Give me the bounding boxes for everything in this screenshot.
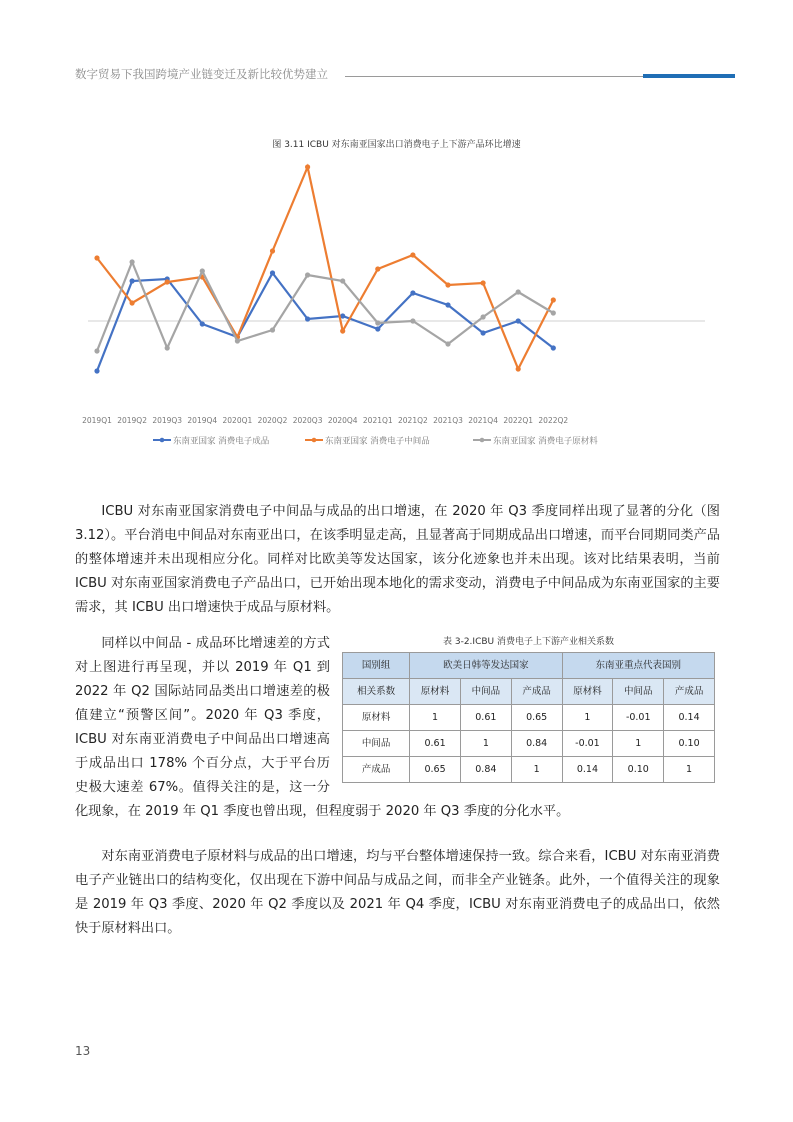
table-row (343, 757, 715, 783)
data-point (481, 314, 486, 319)
x-tick-label: 2021Q4 (468, 416, 498, 425)
x-tick-label: 2020Q3 (292, 416, 323, 425)
data-point (551, 345, 556, 350)
data-point (375, 320, 380, 325)
table-cell: -0.01 (562, 731, 613, 757)
x-tick-label: 2021Q2 (398, 416, 428, 425)
x-tick-label: 2020Q4 (327, 416, 358, 425)
data-point (200, 268, 205, 273)
table-cell: 0.65 (511, 705, 562, 731)
data-point (551, 310, 556, 315)
correlation-table-block (342, 632, 715, 783)
table-cell: 0.61 (410, 731, 461, 757)
x-tick-label: 2021Q1 (362, 416, 393, 425)
data-point (445, 282, 450, 287)
data-point (130, 259, 135, 264)
x-tick-label: 2020Q1 (222, 416, 253, 425)
data-point (340, 328, 345, 333)
data-point (375, 266, 380, 271)
table-header-cell: 欧美日韩等发达国家 (410, 653, 562, 679)
data-point (305, 316, 310, 321)
x-tick-label: 2019Q1 (82, 416, 112, 425)
table-cell: 1 (460, 731, 511, 757)
table-cell: 1 (562, 705, 613, 731)
table-cell: 0.84 (460, 757, 511, 783)
paragraph-text: 同样以中间品 - 成品环比增速差的方式对上图进行再呈现，并以 2019 年 Q1 到 2022 年 Q2 国际站同品类出口增速差的极值建立“预警区间”。2020 年 Q3 季度，ICBU 对东南亚消费电子中间品出口增速高于成品出口 178% 个百分点，大于平台历史极大速差 67%。值得关注的是，这一分化现象，在 2019 年 Q1 季度也曾出现，但程度弱于 2020 年 Q3 季度的分化水平。 (75, 636, 570, 819)
data-point (130, 300, 135, 305)
table-header-cell: 原材料 (562, 679, 613, 705)
data-point (340, 278, 345, 283)
data-point (200, 321, 205, 326)
page-number: 13 (75, 1044, 91, 1058)
legend-label: 东南亚国家 消费电子成品 (173, 436, 270, 447)
data-point (305, 272, 310, 277)
data-point (270, 270, 275, 275)
x-tick-label: 2022Q2 (538, 416, 569, 425)
table-cell: 原材料 (343, 705, 410, 731)
paragraph-text: ICBU 对东南亚国家消费电子中间品与成品的出口增速，在 2020 年 Q3 季度同样出现了显著的分化（图 3.12）。平台消电中间品对东南亚出口，在该季明显走高，且显著高于同期成品出口增速，而平台同期同类产品的整体增速并未出现相应分化。同样对比欧美等发达国家，该分化迹象也并未出现。该对比结果表明，当前 ICBU 对东南亚国家消费电子产品出口，已开始出现本地化的需求变动，消费电子中间品成为东南亚国家的主要需求，其 ICBU 出口增速快于成品与原材料。 (75, 504, 720, 615)
table-header-cell: 中间品 (613, 679, 664, 705)
x-tick-label: 2020Q2 (257, 416, 288, 425)
table-cell: 0.10 (613, 757, 664, 783)
data-point (481, 280, 486, 285)
table-header-cell: 东南亚重点代表国别 (562, 653, 714, 679)
x-tick-label: 2021Q3 (433, 416, 463, 425)
data-point (410, 318, 415, 323)
table-cell: 中间品 (343, 731, 410, 757)
figure-title: 图 3.11 ICBU 对东南亚国家出口消费电子上下游产品环比增速 (272, 140, 521, 150)
data-point (94, 348, 99, 353)
table-cell: 0.14 (562, 757, 613, 783)
running-header-title: 数字贸易下我国跨境产业链变迁及新比较优势建立 (75, 67, 328, 81)
data-point (516, 366, 521, 371)
legend-label: 东南亚国家 消费电子原材料 (493, 436, 598, 447)
table-cell: 1 (613, 731, 664, 757)
data-point (94, 255, 99, 260)
table-header-cell: 产成品 (511, 679, 562, 705)
x-tick-label: 2019Q3 (152, 416, 183, 425)
table-column-header-row (343, 679, 715, 705)
table-header-cell: 原材料 (410, 679, 461, 705)
data-point (130, 278, 135, 283)
table-cell: 1 (664, 757, 715, 783)
data-point (165, 345, 170, 350)
data-point (305, 164, 310, 169)
data-point (481, 330, 486, 335)
paragraph-3 (75, 845, 720, 941)
table-cell: 0.84 (511, 731, 562, 757)
table-cell: 1 (410, 705, 461, 731)
data-point (375, 326, 380, 331)
data-point (516, 318, 521, 323)
table-group-header-row (343, 653, 715, 679)
table-cell: 0.61 (460, 705, 511, 731)
data-point (270, 327, 275, 332)
data-point (410, 252, 415, 257)
data-point (445, 341, 450, 346)
data-point (516, 289, 521, 294)
paragraph-2 (75, 632, 720, 824)
table-title: 表 3-2.ICBU 消费电子上下游产业相关系数 (443, 637, 614, 647)
line-chart (60, 145, 720, 455)
paragraph-1 (75, 500, 720, 620)
table-header-cell: 国别组 (343, 653, 410, 679)
table-cell: 0.10 (664, 731, 715, 757)
data-point (94, 368, 99, 373)
legend-marker (312, 438, 317, 443)
x-tick-label: 2022Q1 (503, 416, 534, 425)
table-header-cell: 产成品 (664, 679, 715, 705)
data-point (270, 248, 275, 253)
data-point (445, 302, 450, 307)
legend-marker (160, 438, 165, 443)
table-cell: 0.14 (664, 705, 715, 731)
correlation-table (342, 652, 715, 783)
table-row (343, 731, 715, 757)
data-point (410, 290, 415, 295)
header-accent-bar (643, 74, 735, 78)
legend-label: 东南亚国家 消费电子中间品 (325, 436, 430, 447)
data-point (165, 279, 170, 284)
table-cell: 0.65 (410, 757, 461, 783)
data-point (235, 338, 240, 343)
table-cell: -0.01 (613, 705, 664, 731)
data-point (551, 297, 556, 302)
table-cell: 1 (511, 757, 562, 783)
x-tick-label: 2019Q2 (117, 416, 147, 425)
paragraph-text: 对东南亚消费电子原材料与成品的出口增速，均与平台整体增速保持一致。综合来看，ICBU 对东南亚消费电子产业链出口的结构变化，仅出现在下游中间品与成品之间，而非全产业链条。此外，一个值得关注的现象是 2019 年 Q3 季度、2020 年 Q2 季度以及 2021 年 Q4 季度，ICBU 对东南亚消费电子的成品出口，依然快于原材料出口。 (75, 849, 720, 936)
x-tick-label: 2019Q4 (187, 416, 218, 425)
series-line-1 (97, 167, 553, 369)
legend-marker (480, 438, 485, 443)
table-header-cell: 中间品 (460, 679, 511, 705)
table-row (343, 705, 715, 731)
table-header-cell: 相关系数 (343, 679, 410, 705)
table-cell: 产成品 (343, 757, 410, 783)
series-line-2 (97, 262, 553, 351)
